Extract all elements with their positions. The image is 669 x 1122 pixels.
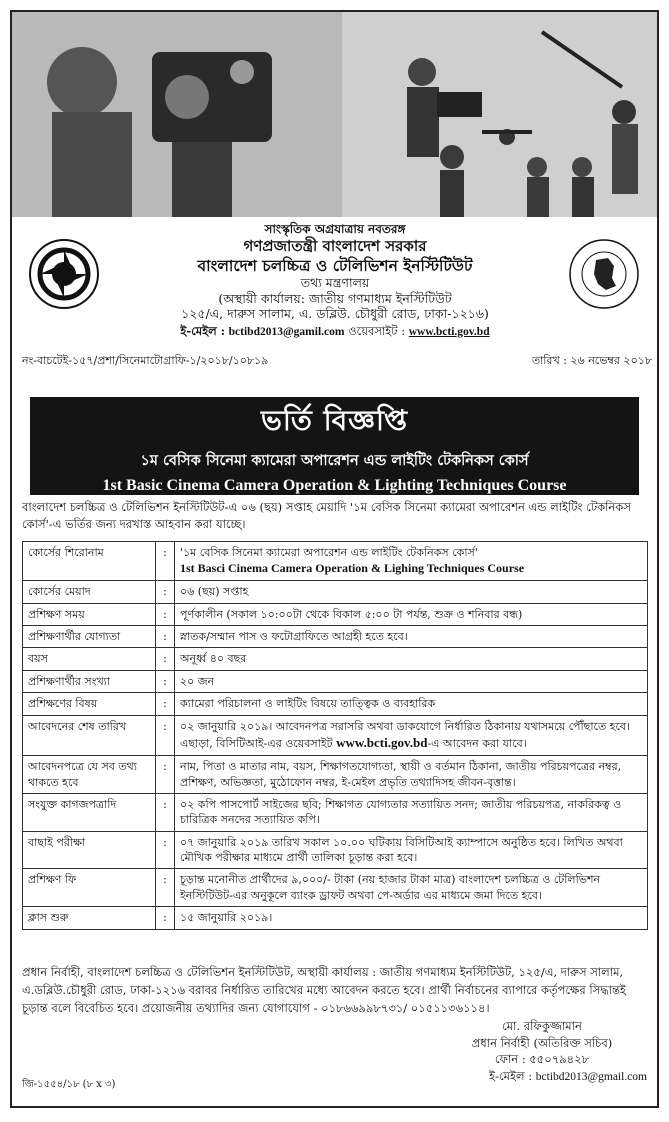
memo-number: নং-বাচটেই-১৫৭/প্রশা/সিনেমাটোগ্রাফি-১/২০১৮/১০৮১৯ — [22, 354, 269, 367]
row-colon: : — [156, 756, 175, 794]
row-colon: : — [156, 869, 175, 907]
row-value — [175, 907, 648, 929]
row-value-text: ০২ জানুয়ারি ২০১৯। আবেদনপত্র সরাসরি অথবা ডাকযোগে নির্ধারিত ঠিকানায় যথাসময়ে পৌঁছাতে হবে। এছাড়া, বিসিটিআই-এর ওয়েবসাইট — [180, 719, 630, 750]
tagline: সাংস্কৃতিক অগ্রযাত্রায় নবতরঙ্গ — [264, 222, 406, 236]
signature-block — [437, 1018, 647, 1086]
table-row — [23, 581, 648, 603]
table-row — [23, 869, 648, 907]
table-row — [23, 715, 648, 756]
course-title-en: 1st Basic Cinema Camera Operation & Lighting Techniques Course — [102, 477, 567, 494]
row-value — [175, 715, 648, 756]
header-email: bctibd2013@gamil.com — [228, 326, 345, 338]
row-value-tail: -এ আবেদন করা যাবে। — [427, 736, 527, 750]
table-row — [23, 625, 648, 647]
row-colon: : — [156, 581, 175, 603]
row-value-text: ০৭ জানুয়ারি ২০১৯ তারিখ সকাল ১০.০০ ঘটিকায় বিসিটিআই ক্যাম্পাসে অনুষ্ঠিত হবে। লিখিত অথবা মৌখিক পরীক্ষার মাধ্যমে প্রার্থী তালিকা চূড়ান্ত করা হবে। — [180, 835, 623, 865]
row-value — [175, 603, 648, 625]
row-colon: : — [156, 542, 175, 581]
row-value — [175, 793, 648, 831]
row-colon: : — [156, 715, 175, 756]
row-value — [175, 756, 648, 794]
row-colon: : — [156, 670, 175, 692]
row-colon: : — [156, 603, 175, 625]
row-value-text: পূর্ণকালীন (সকাল ১০:০০টা থেকে বিকাল ৫:০০ টা পর্যন্ত, শুক্র ও শনিবার বন্ধ) — [180, 607, 523, 621]
row-colon: : — [156, 793, 175, 831]
header-website[interactable]: www.bcti.gov.bd — [408, 326, 490, 338]
row-value — [175, 869, 648, 907]
row-label: প্রশিক্ষণ সময় — [23, 603, 156, 625]
row-colon: : — [156, 648, 175, 670]
row-value-text: ২০ জন — [180, 674, 215, 688]
row-label: প্রশিক্ষণার্থীর যোগ্যতা — [23, 625, 156, 647]
row-colon: : — [156, 831, 175, 869]
row-value-text: ক্যামেরা পরিচালনা ও লাইটিং বিষয়ে তাত্ত্বিক ও ব্যবহারিক — [180, 697, 436, 711]
row-value-en: 1st Basci Cinema Camera Operation & Lighing Techniques Course — [180, 561, 525, 576]
government-seal — [568, 238, 640, 310]
row-label: ক্লাস শুরু — [23, 907, 156, 929]
row-colon: : — [156, 907, 175, 929]
intro-paragraph: বাংলাদেশ চলচ্চিত্র ও টেলিভিশন ইনস্টিটিউট-এ ০৬ (ছয়) সপ্তাহ মেয়াদি '১ম বেসিক সিনেমা ক্যামেরা অপারেশন এন্ড লাইটিং টেকনিকস কোর্স'-এ ভর্তির জন্য দরখাস্ত আহবান করা যাচ্ছে। — [22, 500, 631, 531]
row-value — [175, 542, 648, 581]
table-row — [23, 670, 648, 692]
signatory-email-line — [437, 1068, 647, 1086]
website-link[interactable]: www.bcti.gov.bd — [336, 734, 428, 750]
row-value — [175, 581, 648, 603]
row-value-text: '১ম বেসিক সিনেমা ক্যামেরা অপারেশন এন্ড লাইটিং টেকনিকস কোর্স' — [180, 546, 478, 559]
row-label: বাছাই পরীক্ষা — [23, 831, 156, 869]
row-value — [175, 831, 648, 869]
row-value-text: স্নাতক/সম্মান পাস ও ফটোগ্রাফিতে আগ্রহী হতে হবে। — [180, 629, 408, 643]
signatory-email-label: ই-মেইল : — [489, 1069, 533, 1084]
row-label: আবেদনের শেষ তারিখ — [23, 715, 156, 756]
row-colon: : — [156, 625, 175, 647]
row-value — [175, 693, 648, 715]
signatory-email: bctibd2013@gmail.com — [535, 1071, 647, 1084]
row-value-text: ০৬ (ছয়) সপ্তাহ — [180, 585, 249, 599]
row-label: আবেদনপত্রে যে সব তথ্য থাকতে হবে — [23, 756, 156, 794]
row-value — [175, 648, 648, 670]
row-label: বয়স — [23, 648, 156, 670]
row-value-text: অনূর্ধ্ব ৪০ বছর — [180, 652, 247, 666]
banner-title: ভর্তি বিজ্ঞপ্তি — [260, 404, 409, 437]
row-label: কোর্সের শিরোনাম — [23, 542, 156, 581]
reference-line — [22, 352, 652, 371]
footer-paragraph: প্রধান নির্বাহী, বাংলাদেশ চলচ্চিত্র ও টেলিভিশন ইনস্টিটিউট, অস্থায়ী কার্যালয় : জাতীয় গণমাধ্যম ইনস্টিটিউট, ১২৫/এ, দারুস সালাম, এ.ডব্লিউ.চৌধুরী রোড, ঢাকা-১২১৬ বরাবর নির্ধারিত তারিখের মধ্যে আবেদন করতে হবে। প্রার্থী নির্বাচনের ব্যাপারে কর্তৃপক্ষের সিদ্ধান্তই চূড়ান্ত বলে বিবেচিত হবে। প্রয়োজনীয় তথ্যাদির জন্য যোগাযোগ - ০১৮৬৬৯৯৮৭৩১/ ০১৫১১৩৬১১৪। — [22, 965, 626, 1015]
table-row — [23, 648, 648, 670]
signatory-phone: ফোন : ৫৫০৭৯৪২৮ — [494, 1052, 590, 1067]
row-value-text: ০২ কপি পাসপোর্ট সাইজের ছবি; শিক্ষাগত যোগ্যতার সত্যায়িত সনদ; জাতীয় পরিচয়পত্র, নাকরিকত্ব ও চারিত্রিক সনদের সত্যায়িত কপি। — [180, 797, 622, 827]
row-label: সংযুক্ত কাগজপত্রাদি — [23, 793, 156, 831]
table-row — [23, 831, 648, 869]
row-label: প্রশিক্ষণার্থীর সংখ্যা — [23, 670, 156, 692]
email-label: ই-মেইল : — [180, 324, 225, 338]
course-title-bn: ১ম বেসিক সিনেমা ক্যামেরা অপারেশন এন্ড লাইটিং টেকনিকস কোর্স — [140, 452, 529, 469]
table-row — [23, 907, 648, 929]
row-value-text: ১৫ জানুয়ারি ২০১৯। — [180, 911, 273, 925]
row-label: কোর্সের মেয়াদ — [23, 581, 156, 603]
temporary-office: (অস্থায়ী কার্যালয়: জাতীয় গণমাধ্যম ইনস্টিটিউট — [218, 290, 452, 306]
row-value — [175, 670, 648, 692]
header-text — [110, 222, 560, 339]
row-label: প্রশিক্ষণ ফি — [23, 869, 156, 907]
office-address: ১২৫/এ, দারুস সালাম, এ. ডব্লিউ. চৌধুরী রোড, ঢাকা-১২১৬) — [181, 306, 489, 322]
website-label: ওয়েবসাইট : — [348, 324, 406, 338]
government-name: গণপ্রজাতন্ত্রী বাংলাদেশ সরকার — [243, 237, 427, 255]
signatory-name: মো. রফিকুজ্জামান — [502, 1019, 582, 1033]
institute-logo — [28, 238, 100, 310]
table-row — [23, 603, 648, 625]
header-photo-collage — [12, 12, 657, 217]
table-row — [23, 793, 648, 831]
row-value-text: চূড়ান্ত মনোনীত প্রার্থীদের ৯,০০০/- টাকা (নয় হাজার টাকা মাত্র) বাংলাদেশ চলচ্চিত্র ও টেলিভিশন ইনস্টিটিউট-এর অনুকূলে ব্যাংক ড্রাফট অথবা পে-অর্ডার এর মাধ্যমে জমা দিতে হবে। — [180, 873, 601, 902]
row-label: প্রশিক্ষণের বিষয় — [23, 693, 156, 715]
admission-banner — [30, 397, 639, 495]
row-value — [175, 625, 648, 647]
institute-name: বাংলাদেশ চলচ্চিত্র ও টেলিভিশন ইনস্টিটিউট — [197, 255, 473, 275]
row-value-text: নাম, পিতা ও মাতার নাম, বয়স, শিক্ষাগতযোগ্যতা, স্থায়ী ও বর্তমান ঠিকানা, জাতীয় পরিচয়পত্রের নম্বর, প্রশিক্ষণ, অভিজ্ঞতা, মুঠোফোন নম্বর, ই-মেইল প্রভৃতি তথ্যাদিসহ জীবন-বৃত্তান্ত। — [180, 760, 622, 789]
row-colon: : — [156, 693, 175, 715]
signatory-designation: প্রধান নির্বাহী (অতিরিক্ত সচিব) — [471, 1035, 613, 1050]
contact-line — [110, 324, 560, 339]
ministry-name: তথ্য মন্ত্রণালয় — [300, 275, 370, 291]
press-code: জি-১৫৫৪/১৮ (৮ x ৩) — [22, 1079, 116, 1090]
notice-date: তারিখ : ২৬ নভেম্বর ২০১৮ — [531, 354, 652, 367]
course-info-table — [22, 541, 648, 930]
table-row — [23, 756, 648, 794]
table-row — [23, 542, 648, 581]
table-row — [23, 693, 648, 715]
